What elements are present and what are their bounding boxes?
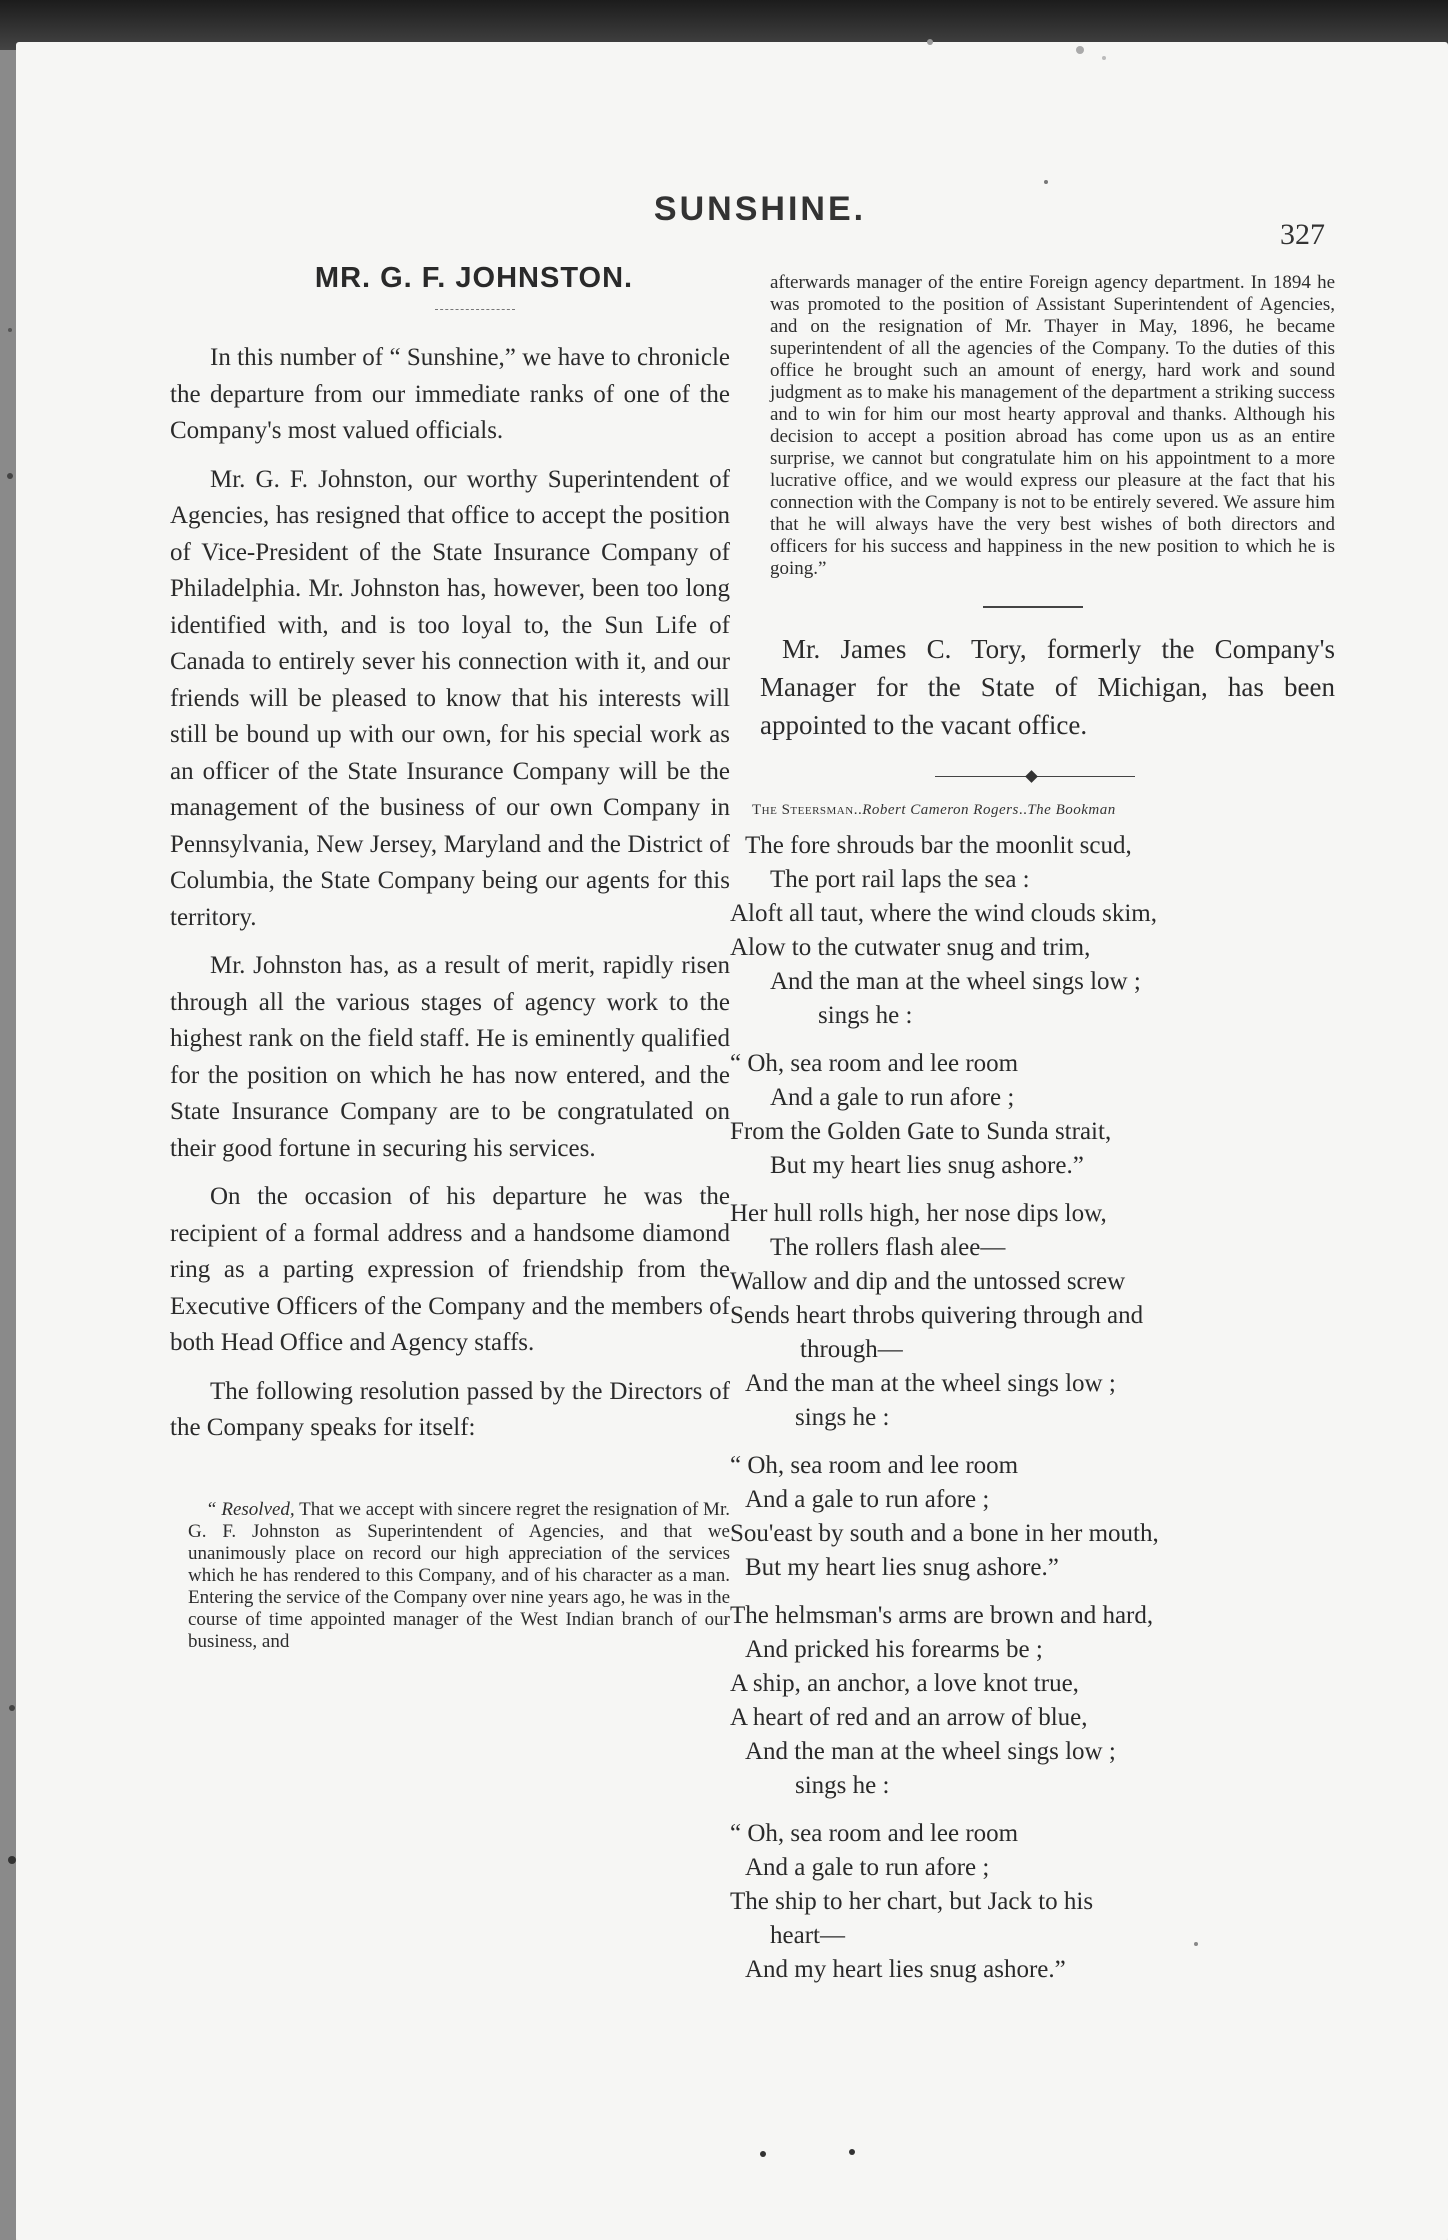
resolution-text xyxy=(170,1499,730,1653)
title-divider xyxy=(435,309,515,310)
poem-stanza xyxy=(730,1599,1335,1803)
paragraph-intro: In this number of “ Sunshine,” we have to chronicle the departure from our immediate ranks of one of the Company's most valued officials. xyxy=(170,344,730,444)
ornamental-divider xyxy=(935,770,1135,782)
resolution-continuation: afterwards manager of the entire Foreign agency department. In 1894 he was promoted to the position of Assistant Superintendent of Agencies, and on the resignation of Mr. Thayer in May, 1896, he became superintendent of all the agencies of the Company. To the duties of this office he brought such an amount of energy, hard work and sound judgment as to make his management of the department a striking success and to win for him our most hearty approval and thanks. Although his decision to accept a position abroad has come upon us as an entire surprise, we cannot but congratulate him on his appointment to a more lucrative office, and we would express our pleasure at the fact that his connection with the Company is not to be entirely severed. We assure him that he will always have the very best wishes of both directors and officers for his success and happiness in the new position to which he is going.” xyxy=(770,272,1335,579)
poem-line: From the Golden Gate to Sunda strait, xyxy=(730,1118,1112,1145)
poem-line: And the man at the wheel sings low ; xyxy=(745,1738,1116,1765)
poem-line: “ Oh, sea room and lee room xyxy=(730,1452,1019,1479)
poem-line: through— xyxy=(800,1336,903,1363)
poem-line: And pricked his forearms be ; xyxy=(745,1636,1043,1663)
page-number: 327 xyxy=(1280,218,1325,251)
poem-line: Her hull rolls high, her nose dips low, xyxy=(730,1200,1107,1227)
article-title: MR. G. F. JOHNSTON. xyxy=(314,262,634,294)
right-column xyxy=(730,272,1335,2001)
resolution-lead: “ Resolved, xyxy=(206,1498,295,1520)
poem-line: Sends heart throbs quivering through and xyxy=(730,1302,1144,1329)
poem-line: A heart of red and an arrow of blue, xyxy=(730,1704,1088,1731)
poem-line: “ Oh, sea room and lee room xyxy=(730,1050,1019,1077)
poem-line: The fore shrouds bar the moonlit scud, xyxy=(745,832,1132,859)
poem-author: Robert Cameron Rogers xyxy=(862,802,1019,818)
poem-line: And a gale to run afore ; xyxy=(745,1486,990,1513)
poem-stanza xyxy=(730,829,1335,1033)
poem-line: “ Oh, sea room and lee room xyxy=(730,1820,1019,1847)
paragraph-departure: On the occasion of his departure he was the recipient of a formal address and a handsome diamond ring as a parting expression of friendship from the Executive Officers of the Company and the members of both Head Office and Agency staffs. xyxy=(170,1183,730,1356)
poem-refrain xyxy=(730,1449,1335,1585)
resolution-body: That we accept with sincere regret the resignation of Mr. G. F. Johnston as Superintendent of Agencies, and that we unanimously place on record our high appreciation of the services which he has rendered to this Company, and of his character as a man. Entering the service of the Company over nine years ago, he was in the course of time appointed manager of the West Indian branch of our business, and xyxy=(188,1498,730,1652)
poem-line: Aloft all taut, where the wind clouds skim, xyxy=(730,900,1158,927)
ornament-diamond xyxy=(1025,770,1038,783)
poem-line: And the man at the wheel sings low ; xyxy=(770,968,1141,995)
poem-refrain xyxy=(730,1047,1335,1183)
journal-title: SUNSHINE. xyxy=(653,190,867,228)
poem-line: The helmsman's arms are brown and hard, xyxy=(730,1602,1154,1629)
paragraph-resignation: Mr. G. F. Johnston, our worthy Superintendent of Agencies, has resigned that office to accept the position of Vice-President of the State Insurance Company of Philadelphia. Mr. Johnston has, however, been too long identified with, and is too loyal to, the Sun Life of Canada to entirely sever his connection with it, and our friends will be pleased to know that his interests will still be bound up with our own, for his special work as an officer of the State Insurance Company will be the management of the business of our own Company in Pennsylvania, New Jersey, Maryland and the District of Columbia, the State Company being our agents for this territory. xyxy=(170,465,730,931)
paragraph-tory: Mr. James C. Tory, formerly the Company's Manager for the State of Michigan, has been appointed to the vacant office. xyxy=(760,634,1335,740)
poem-line: A ship, an anchor, a love knot true, xyxy=(730,1670,1079,1697)
poem-line: The rollers flash alee— xyxy=(770,1234,1006,1261)
poem-line: sings he : xyxy=(818,1002,913,1029)
paragraph-resolution-intro: The following resolution passed by the Directors of the Company speaks for itself: xyxy=(170,1377,730,1441)
poem-stanza xyxy=(730,1197,1335,1435)
poem-source: The Bookman xyxy=(1027,802,1116,818)
poem-line: heart— xyxy=(770,1922,845,1949)
poem-line: sings he : xyxy=(795,1772,890,1799)
poem-line: Sou'east by south and a bone in her mouth, xyxy=(730,1520,1159,1547)
poem-refrain xyxy=(730,1817,1335,1987)
poem-byline: The Steersman..Robert Cameron Rogers..The Bookman xyxy=(752,802,1116,818)
section-divider xyxy=(983,606,1083,608)
poem xyxy=(730,829,1335,1987)
left-column xyxy=(170,262,730,1653)
poem-title: The Steersman xyxy=(752,802,854,818)
poem-line: The ship to her chart, but Jack to his xyxy=(730,1888,1094,1915)
poem-line: But my heart lies snug ashore.” xyxy=(770,1152,1084,1179)
poem-line: sings he : xyxy=(795,1404,890,1431)
poem-line: The port rail laps the sea : xyxy=(770,866,1030,893)
paragraph-merit: Mr. Johnston has, as a result of merit, rapidly risen through all the various stages of agency work to the highest rank on the field staff. He is eminently qualified for the position on which he has now entered, and the State Insurance Company are to be congratulated on their good fortune in securing his services. xyxy=(170,952,730,1162)
poem-line: Alow to the cutwater snug and trim, xyxy=(730,934,1091,961)
poem-line: Wallow and dip and the untossed screw xyxy=(730,1268,1126,1295)
poem-line: And a gale to run afore ; xyxy=(745,1854,990,1881)
poem-line: And the man at the wheel sings low ; xyxy=(745,1370,1116,1397)
poem-line: And my heart lies snug ashore.” xyxy=(745,1956,1066,1983)
poem-line: And a gale to run afore ; xyxy=(770,1084,1015,1111)
poem-line: But my heart lies snug ashore.” xyxy=(745,1554,1059,1581)
